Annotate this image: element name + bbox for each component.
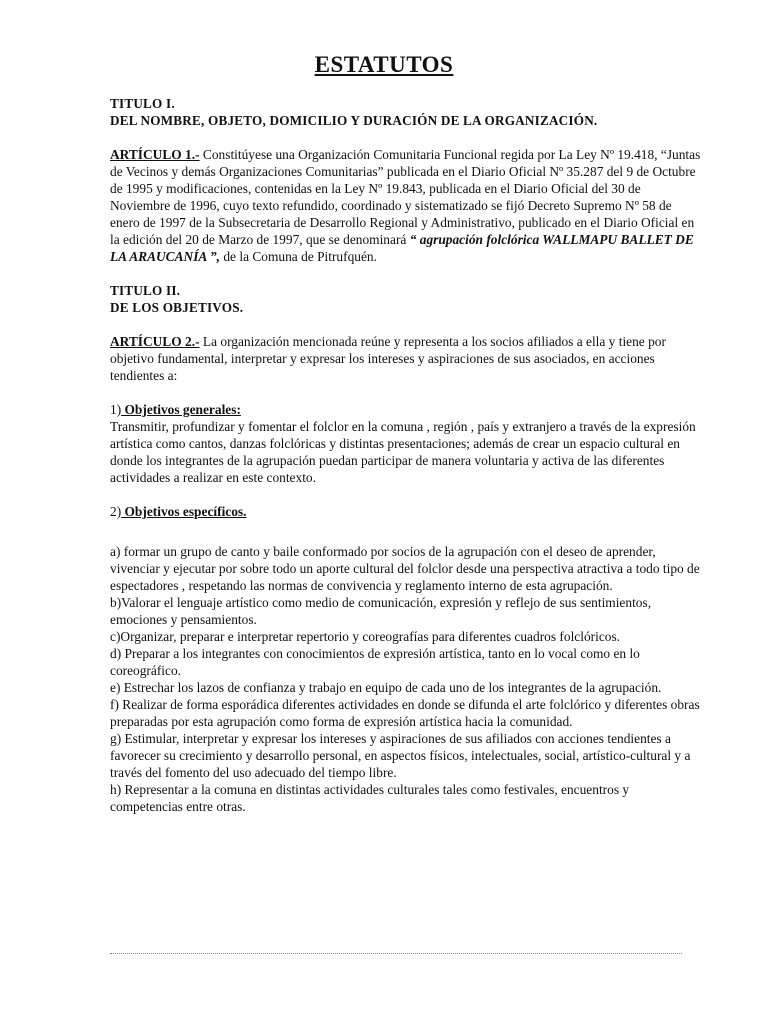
articulo-1-text-a: Constitúyese una Organización Comunitaria Funcional regida por La Ley Nº 19.418, “Juntas de Vecinos y demás Organizaciones Comunitarias” publicada en el Diario Oficial Nº 35.287 del 9 de Octubre de 1995 y modificaciones, contenidas en la Ley Nº 19.843, publicada en el Diario Oficial del 30 de Noviembre de 1996, cuyo texto refundido, coordinado y sistematizado se fijó Decreto Supremo Nº 58 de enero de 1997 de la Subsecretaria de Desarrollo Regional y Administrativo, publicado en el Diario Oficial en la edición del 20 de Marzo de 1997, que se denominará bbox=[110, 147, 701, 247]
titulo-1-label: TITULO I. bbox=[110, 96, 175, 111]
objetivos-especificos-number: 2) bbox=[110, 504, 122, 519]
list-item: b)Valorar el lenguaje artístico como medio de comunicación, expresión y reflejo de sus sentimientos, emociones y pensamientos. bbox=[110, 595, 652, 627]
list-item: e) Estrechar los lazos de confianza y trabajo en equipo de cada uno de los integrantes de la agrupación. bbox=[110, 680, 662, 695]
articulo-1-text-b: de la Comuna de Pitrufquén. bbox=[220, 249, 377, 264]
objetivos-generales-heading bbox=[110, 401, 702, 418]
spacer bbox=[110, 129, 702, 146]
titulo-1-heading: DEL NOMBRE, OBJETO, DOMICILIO Y DURACIÓN DE LA ORGANIZACIÓN. bbox=[110, 113, 598, 128]
articulo-2-paragraph bbox=[110, 333, 702, 384]
titulo-2-heading: DE LOS OBJETIVOS. bbox=[110, 300, 244, 315]
spacer bbox=[110, 316, 702, 333]
list-item: d) Preparar a los integrantes con conocimientos de expresión artística, tanto en lo vocal como en lo coreográfico. bbox=[110, 646, 640, 678]
list-item: f) Realizar de forma esporádica diferentes actividades en donde se difunda el arte folclórico y diferentes obras preparadas por esta agrupación como forma de expresión artística hacia la comunidad. bbox=[110, 697, 700, 729]
articulo-2-label: ARTÍCULO 2.- bbox=[110, 334, 200, 349]
articulo-2-text: La organización mencionada reúne y representa a los socios afiliados a ella y tiene por objetivo fundamental, interpretar y expresar los intereses y aspiraciones de sus asociados, en acciones tendientes a: bbox=[110, 334, 666, 383]
list-item: h) Representar a la comuna en distintas actividades culturales tales como festivales, encuentros y competencias entre otras. bbox=[110, 782, 630, 814]
spacer bbox=[110, 384, 702, 401]
objetivos-especificos-label: Objetivos específicos. bbox=[121, 504, 247, 519]
spacer bbox=[110, 265, 702, 282]
list-item: a) formar un grupo de canto y baile conformado por socios de la agrupación con el deseo de aprender, vivenciar y ejecutar por sobre todo un aporte cultural del folclor desde una perspectiva atractiva a todo tipo de espectadores , respetando las normas de convivencia y reglamento interno de esta agrupación. bbox=[110, 544, 700, 593]
organization-name: “ agrupación folclórica WALLMAPU BALLET DE LA ARAUCANÍA ”, bbox=[110, 232, 694, 264]
objetivos-generales-label: Objetivos generales: bbox=[121, 402, 241, 417]
articulo-1-label: ARTÍCULO 1.- bbox=[110, 147, 200, 162]
list-item: c)Organizar, preparar e interpretar repertorio y coreografías para diferentes cuadros folclóricos. bbox=[110, 629, 621, 644]
objetivos-especificos-heading bbox=[110, 503, 702, 520]
list-item: g) Estimular, interpretar y expresar los intereses y aspiraciones de sus afiliados con acciones tendientes a favorecer su crecimiento y desarrollo personal, en aspectos físicos, intelectuales, social, artístico-cultural y a través del fomento del uso adecuado del tiempo libre. bbox=[110, 731, 691, 780]
document-body bbox=[110, 95, 702, 815]
spacer bbox=[110, 486, 702, 503]
objetivos-especificos-list bbox=[110, 543, 702, 815]
objetivos-generales-number: 1) bbox=[110, 402, 122, 417]
document-title: ESTATUTOS bbox=[314, 52, 454, 77]
spacer bbox=[110, 520, 702, 543]
objetivos-generales-text: Transmitir, profundizar y fomentar el folclor en la comuna , región , país y extranjero a través de la expresión artística como cantos, danzas folclóricas y distintas presentaciones; además de crear un espacio cultural en donde los integrantes de la agrupación puedan participar de manera voluntaria y activa de las diferentes actividades a realizar en este contexto. bbox=[110, 419, 696, 485]
articulo-1-paragraph bbox=[110, 146, 702, 265]
footer-dotted-divider bbox=[110, 953, 682, 954]
titulo-2-label: TITULO II. bbox=[110, 283, 181, 298]
